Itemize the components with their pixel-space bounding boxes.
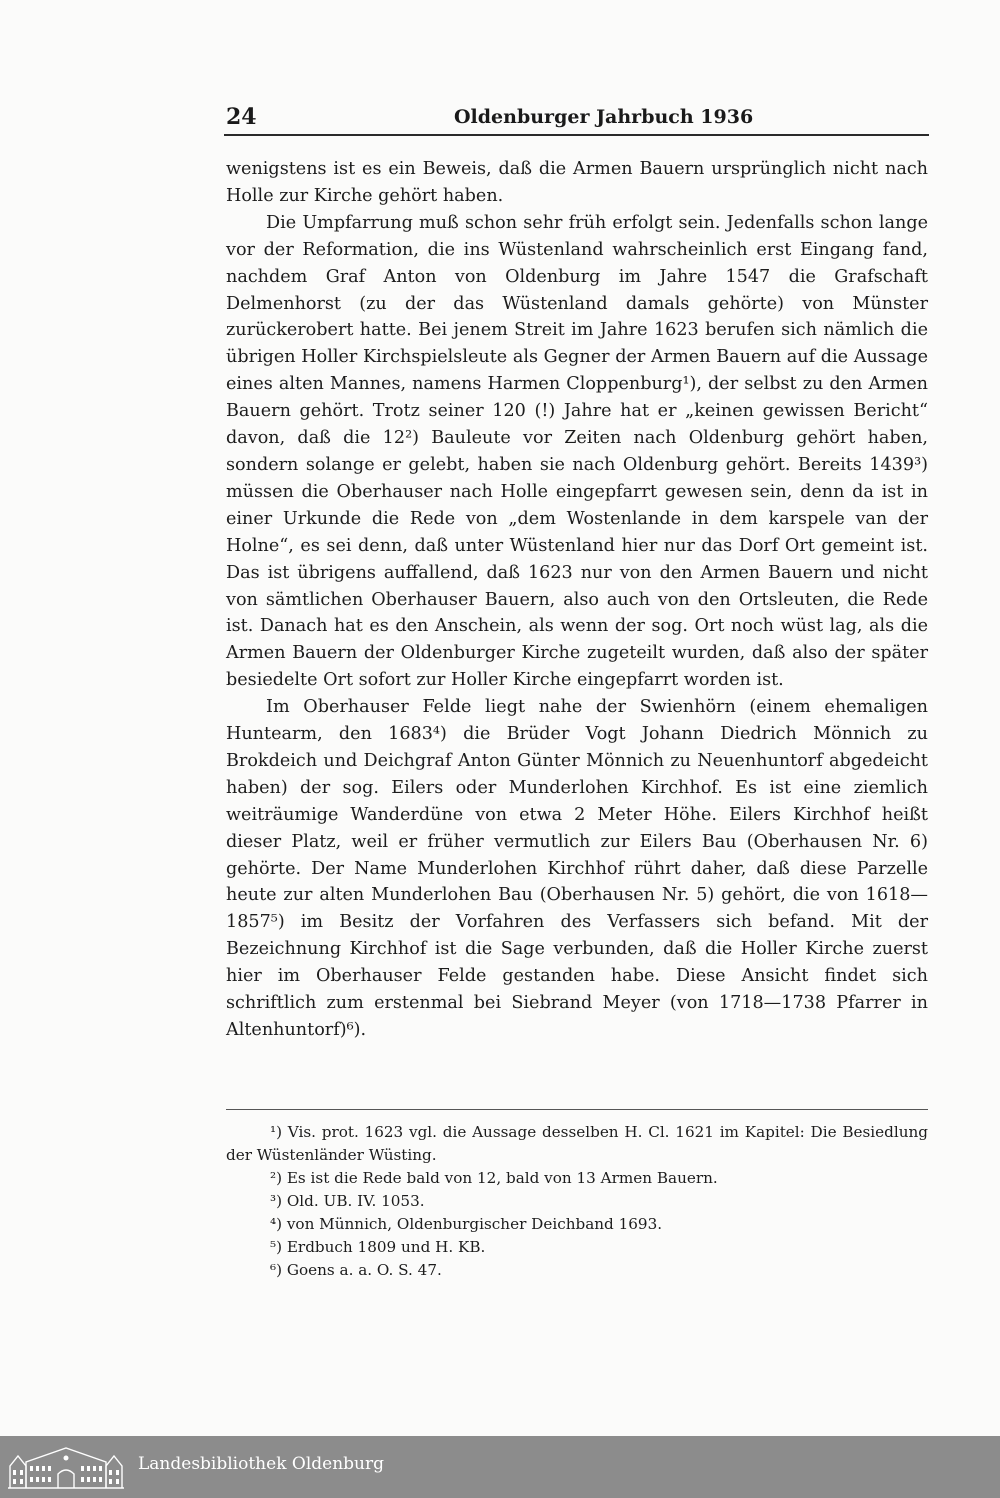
header-divider (224, 134, 929, 136)
library-footer (0, 1436, 1000, 1498)
paragraph: Die Umpfarrung muß schon sehr früh erfolgt sein. Jedenfalls schon lange vor der Reformation, die ins Wüstenland wahrscheinlich erst Eingang fand, nachdem Graf Anton von Oldenburg im Jahre 1547 die Grafschaft Delmenhorst (zu der das Wüstenland damals gehörte) von Münster zurückerobert hatte. Bei jenem Streit im Jahre 1623 berufen sich nämlich die übrigen Holler Kirchspielsleute als Gegner der Armen Bauern auf die Aussage eines alten Mannes, namens Harmen Cloppenburg¹), der selbst zu den Armen Bauern gehört. Trotz seiner 120 (!) Jahre hat er „keinen gewissen Bericht“ davon, daß die 12²) Bauleute vor Zeiten nach Oldenburg gehört haben, sondern solange er gelebt, haben sie nach Oldenburg gehört. Bereits 1439³) müssen die Oberhauser nach Holle eingepfarrt gewesen sein, denn da ist in einer Urkunde die Rede von „dem Wostenlande in dem karspele van der Holne“, es sei denn, daß unter Wüstenland hier nur das Dorf Ort gemeint ist. Das ist übrigens auffallend, daß 1623 nur von den Armen Bauern und nicht von sämtlichen Oberhauser Bauern, also auch von den Ortsleuten, die Rede ist. Danach hat es den Anschein, als wenn der sog. Ort noch wüst lag, als die Armen Bauern der Oldenburger Kirche zugeteilt wurden, daß also der später besiedelte Ort sofort zur Holler Kirche eingepfarrt worden ist. (226, 212, 928, 691)
footnote: ³) Old. UB. IV. 1053. (270, 1192, 425, 1210)
running-title: Oldenburger Jahrbuch 1936 (454, 106, 754, 128)
footnote: ⁶) Goens a. a. O. S. 47. (270, 1261, 442, 1279)
footnote: ²) Es ist die Rede bald von 12, bald von 13 Armen Bauern. (270, 1169, 718, 1187)
footnotes (226, 1121, 928, 1282)
footnote: ⁵) Erdbuch 1809 und H. KB. (270, 1238, 486, 1256)
footnote-divider (226, 1109, 928, 1110)
footnote: ¹) Vis. prot. 1623 vgl. die Aussage desselben H. Cl. 1621 im Kapitel: Die Besiedlung der Wüstenländer Wüsting. (226, 1123, 928, 1164)
footnote: ⁴) von Münnich, Oldenburgischer Deichband 1693. (270, 1215, 663, 1233)
page-header (224, 104, 929, 134)
paragraph: wenigstens ist es ein Beweis, daß die Armen Bauern ursprünglich nicht nach Holle zur Kirche gehört haben. (226, 159, 928, 206)
main-text (226, 156, 928, 1044)
library-name: Landesbibliothek Oldenburg (138, 1454, 385, 1474)
page-number: 24 (226, 104, 257, 130)
library-building-icon (8, 1444, 124, 1490)
paragraph: Im Oberhauser Felde liegt nahe der Swienhörn (einem ehemaligen Huntearm, den 1683⁴) die Brüder Vogt Johann Diedrich Mönnich zu Brokdeich und Deichgraf Anton Günter Mönnich zu Neuenhuntorf abgedeicht haben) der sog. Eilers oder Munderlohen Kirchhof. Es ist eine ziemlich weiträumige Wanderdüne von etwa 2 Meter Höhe. Eilers Kirchhof heißt dieser Platz, weil er früher vermutlich zur Eilers Bau (Oberhausen Nr. 6) gehörte. Der Name Munderlohen Kirchhof rührt daher, daß diese Parzelle heute zur alten Munderlohen Bau (Oberhausen Nr. 5) gehört, die von 1618—1857⁵) im Besitz der Vorfahren des Verfassers sich befand. Mit der Bezeichnung Kirchhof ist die Sage verbunden, daß die Holler Kirche zuerst hier im Oberhauser Felde gestanden habe. Diese Ansicht findet sich schriftlich zum erstenmal bei Siebrand Meyer (von 1718—1738 Pfarrer in Altenhuntorf)⁶). (226, 697, 928, 1040)
